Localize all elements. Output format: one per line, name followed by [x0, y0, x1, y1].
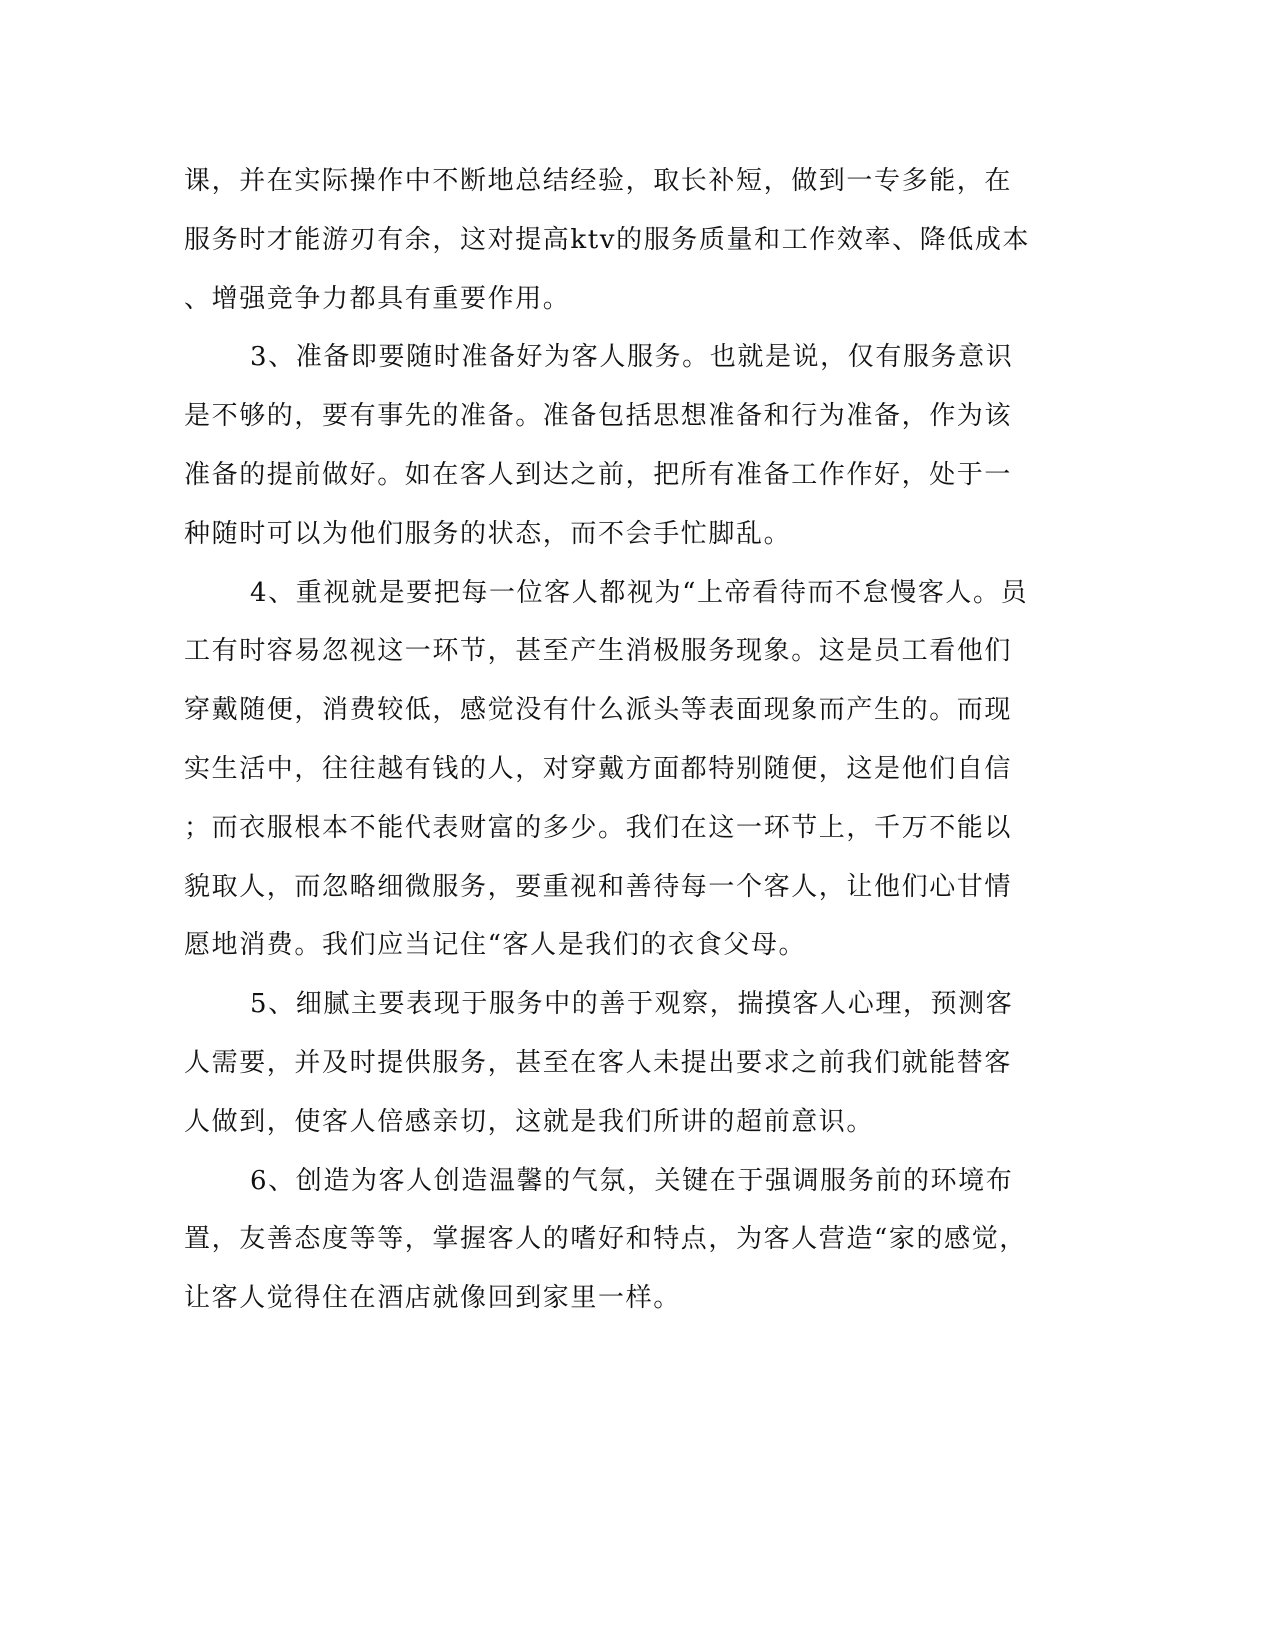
- paragraph-3-start: 3、准备即要随时准备好为客人服务。也就是说，仅有服务意识: [250, 342, 1014, 373]
- text-line: 课，并在实际操作中不断地总结经验，取长补短，做到一专多能，在: [184, 166, 1013, 196]
- text-line: 实生活中，往往越有钱的人，对穿戴方面都特别随便，这是他们自信: [184, 753, 1013, 784]
- paragraph-5-start: 5、细腻主要表现于服务中的善于观察，揣摸客人心理，预测客: [250, 989, 1014, 1020]
- paragraph-4-start: 4、重视就是要把每一位客人都视为“上帝看待而不怠慢客人。员: [250, 577, 1029, 608]
- text-line: 让客人觉得住在酒店就像回到家里一样。: [184, 1283, 681, 1314]
- paragraph-6-start: 6、创造为客人创造温馨的气氛，关键在于强调服务前的环境布: [250, 1165, 1014, 1196]
- text-line: 人需要，并及时提供服务，甚至在客人未提出要求之前我们就能替客: [184, 1047, 1013, 1078]
- text-line: 貌取人，而忽略细微服务，要重视和善待每一个客人，让他们心甘情: [184, 871, 1013, 902]
- text-line: 穿戴随便，消费较低，感觉没有什么派头等表面现象而产生的。而现: [184, 695, 1013, 726]
- text-line: 工有时容易忽视这一环节，甚至产生消极服务现象。这是员工看他们: [184, 636, 1013, 667]
- text-line: 种随时可以为他们服务的状态，而不会手忙脚乱。: [184, 518, 792, 549]
- text-line: 愿地消费。我们应当记住“客人是我们的衣食父母。: [184, 930, 807, 961]
- text-line: 、增强竞争力都具有重要作用。: [184, 283, 571, 314]
- text-line: ；而衣服根本不能代表财富的多少。我们在这一环节上，千万不能以: [184, 812, 1013, 843]
- text-line: 准备的提前做好。如在客人到达之前，把所有准备工作作好，处于一: [184, 459, 1013, 490]
- body-text: [184, 158, 1054, 1334]
- text-line: 服务时才能游刃有余，这对提高ktv的服务质量和工作效率、降低成本: [184, 224, 1031, 255]
- text-line: 置，友善态度等等，掌握客人的嗜好和特点，为客人营造“家的感觉，: [184, 1224, 1027, 1255]
- text-line: 人做到，使客人倍感亲切，这就是我们所讲的超前意识。: [184, 1106, 875, 1137]
- text-line: 是不够的，要有事先的准备。准备包括思想准备和行为准备，作为该: [184, 401, 1013, 432]
